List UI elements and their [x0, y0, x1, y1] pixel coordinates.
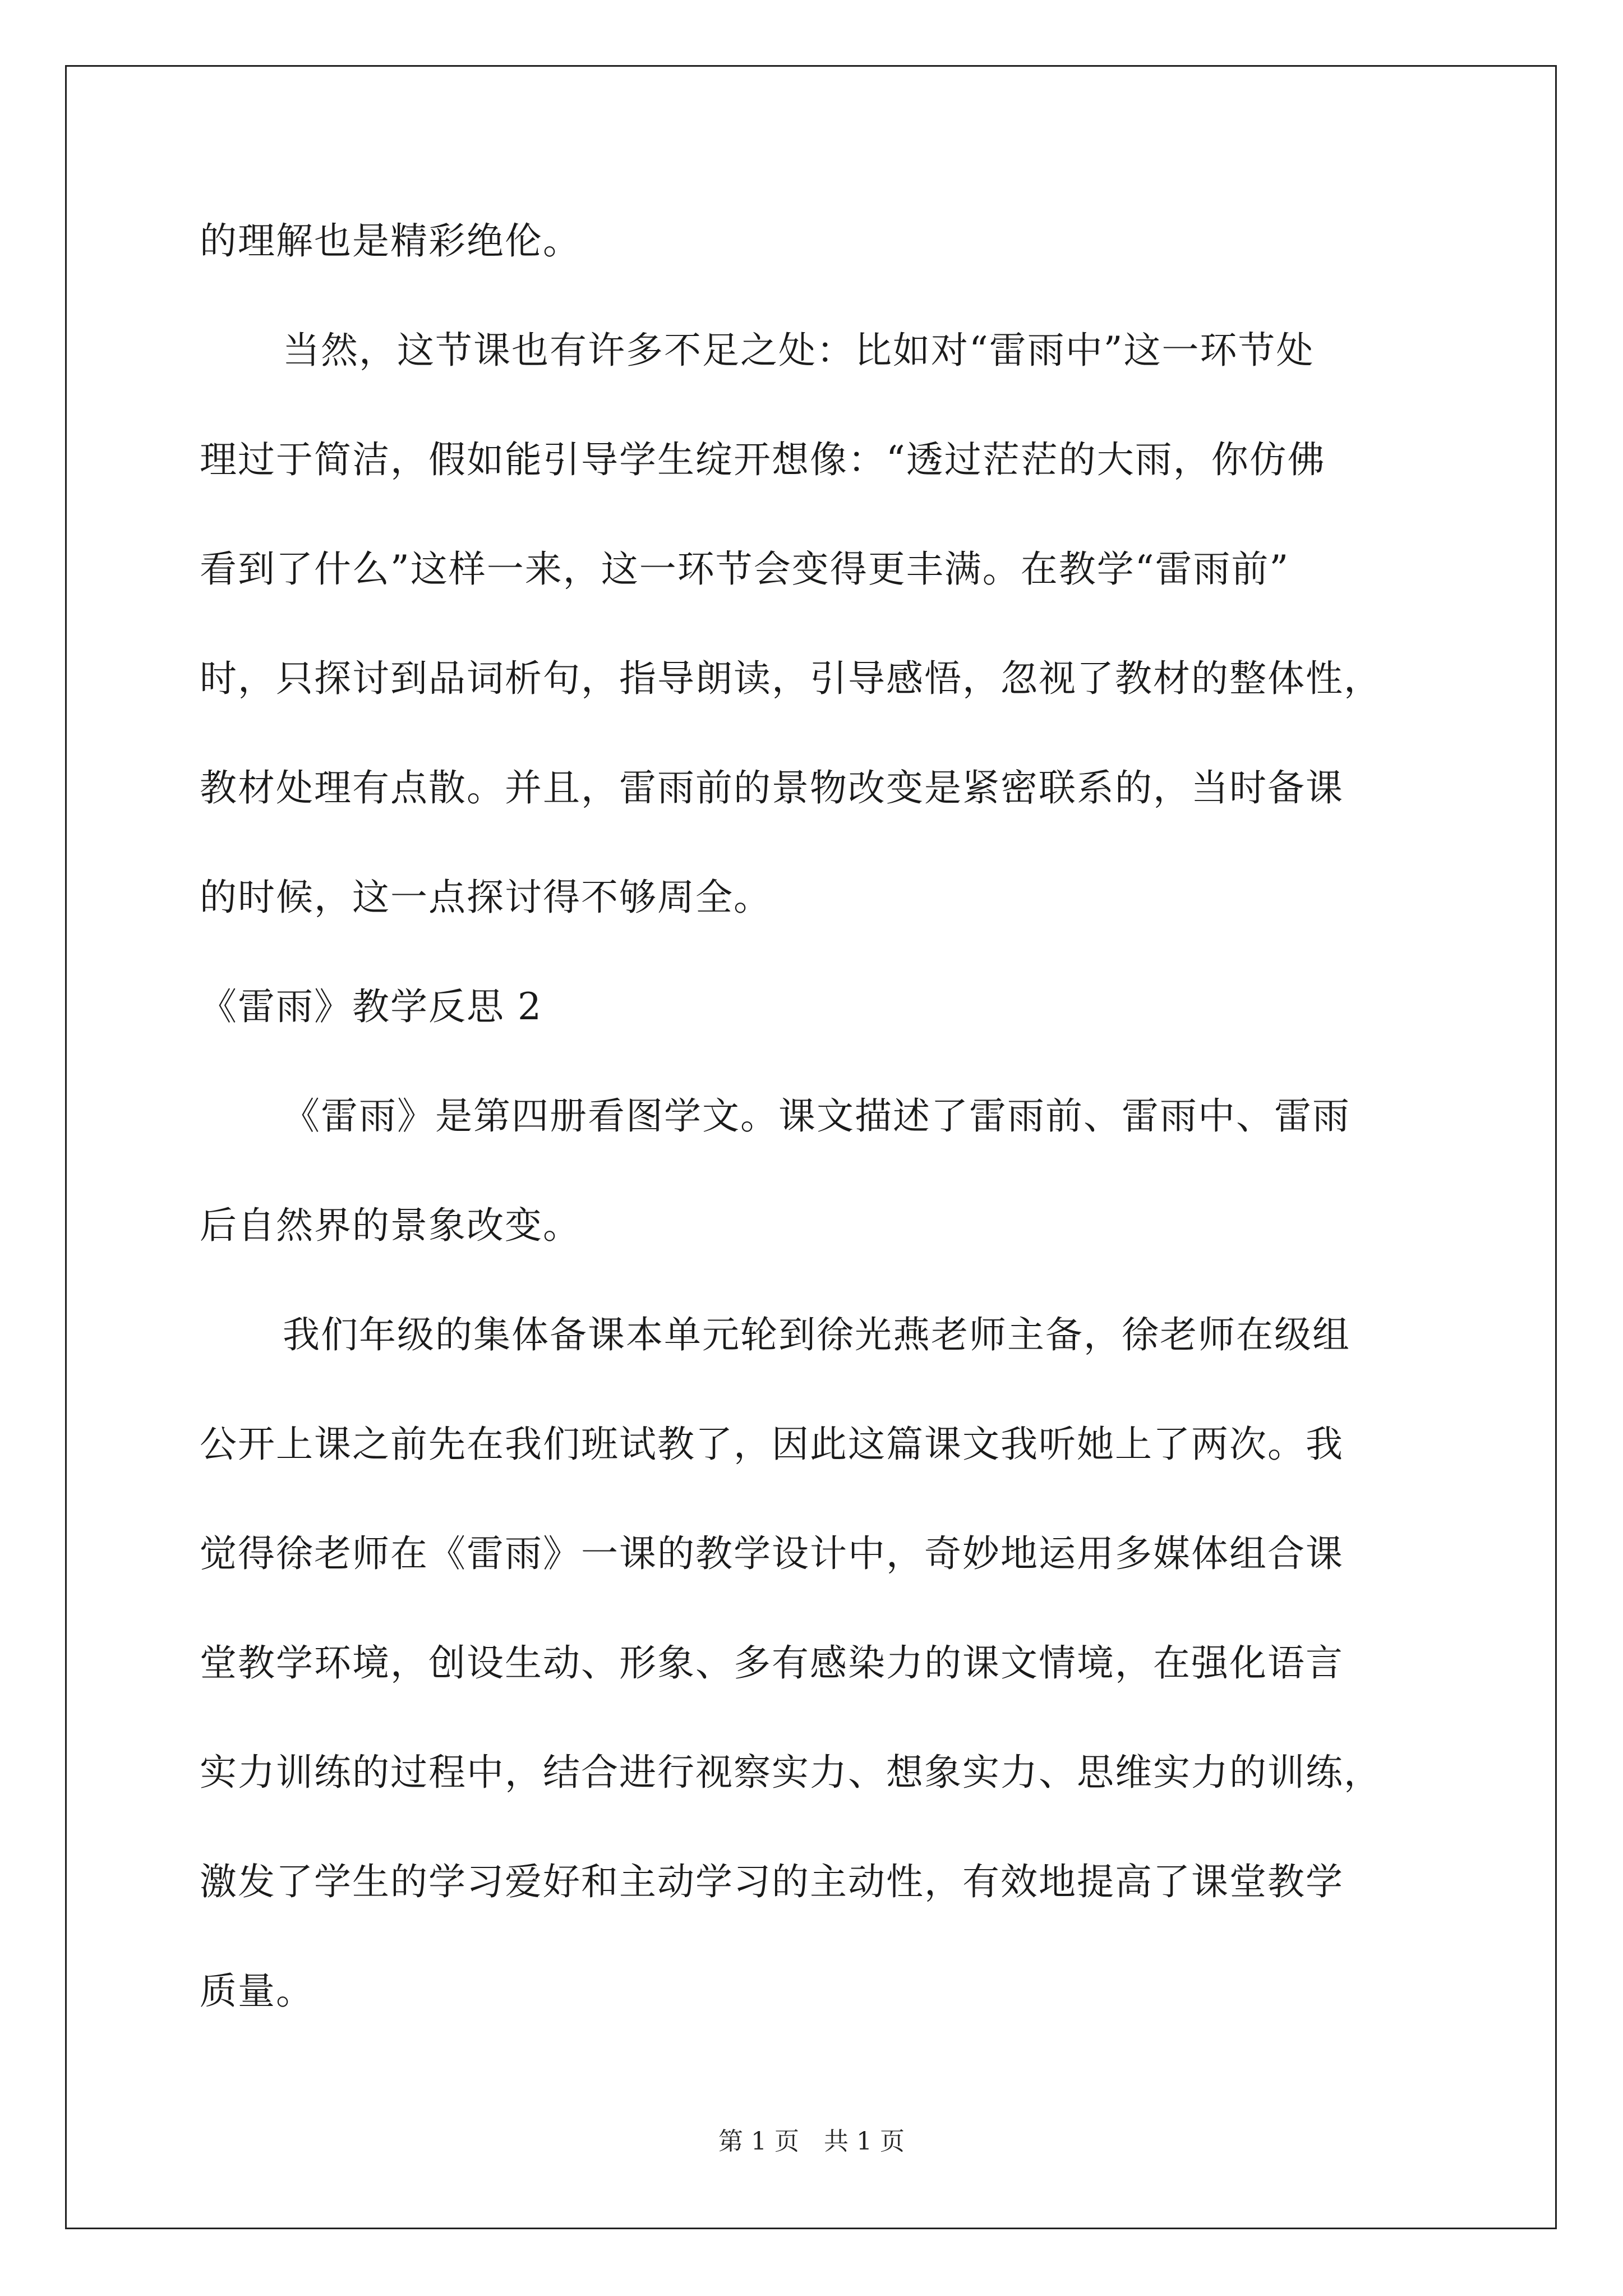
paragraph-start-line: 我们年级的集体备课本单元轮到徐光燕老师主备，徐老师在级组 [283, 1313, 1350, 1356]
text-line: 看到了什么”这样一来，这一环节会变得更丰满。在教学“雷雨前” [200, 547, 1290, 591]
text-line: 时，只探讨到品词析句，指导朗读，引导感悟，忽视了教材的整体性， [200, 657, 1382, 700]
text-line: 的理解也是精彩绝伦。 [200, 219, 581, 263]
text-line: 觉得徐老师在《雷雨》一课的教学设计中，奇妙地运用多媒体组合课 [200, 1532, 1344, 1575]
section-heading: 《雷雨》教学反思 2 [200, 985, 542, 1028]
text-line: 教材处理有点散。并且，雷雨前的景物改变是紧密联系的，当时备课 [200, 766, 1344, 809]
text-line: 公开上课之前先在我们班试教了，因此这篇课文我听她上了两次。我 [200, 1423, 1344, 1466]
text-line: 实力训练的过程中，结合进行视察实力、想象实力、思维实力的训练， [200, 1751, 1382, 1794]
paragraph-start-line: 《雷雨》是第四册看图学文。课文描述了雷雨前、雷雨中、雷雨 [283, 1094, 1350, 1138]
text-line: 堂教学环境，创设生动、形象、多有感染力的课文情境，在强化语言 [200, 1641, 1344, 1685]
page-footer: 第 1 页 共 1 页 [718, 2127, 905, 2156]
paragraph-start-line: 当然，这节课也有许多不足之处：比如对“雷雨中”这一环节处 [283, 329, 1315, 372]
text-line: 质量。 [200, 1970, 314, 2013]
text-line: 的时候，这一点探讨得不够周全。 [200, 876, 772, 919]
text-line: 后自然界的景象改变。 [200, 1204, 581, 1247]
text-line: 激发了学生的学习爱好和主动学习的主动性，有效地提高了课堂教学 [200, 1860, 1344, 1903]
text-line: 理过于简洁，假如能引导学生绽开想像：“透过茫茫的大雨，你仿佛 [200, 438, 1326, 481]
